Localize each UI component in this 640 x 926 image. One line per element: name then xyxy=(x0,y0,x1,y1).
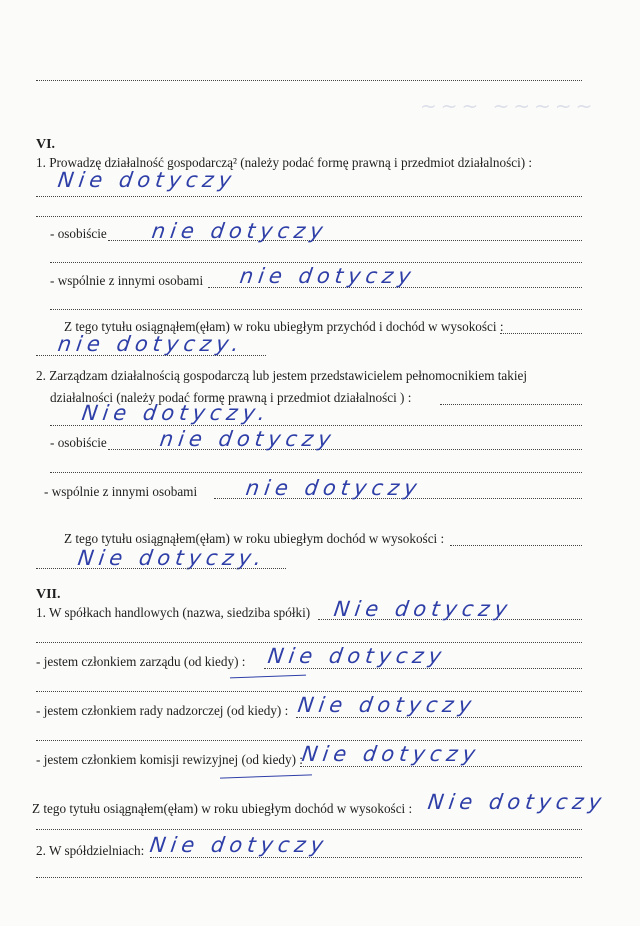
income-statement: Z tego tytułu osiągnąłem(ęłam) w roku ubiegłym dochód w wysokości : xyxy=(64,531,445,546)
blank-line xyxy=(50,425,582,426)
blank-line xyxy=(50,309,582,310)
blank-line xyxy=(36,568,286,569)
blank-line xyxy=(36,196,582,197)
blank-line xyxy=(500,333,582,334)
handwritten-answer: Nie dotyczy xyxy=(300,742,482,766)
handwritten-answer: Nie dotyczy xyxy=(266,644,448,668)
section-heading-vii: VII. xyxy=(36,587,61,602)
blank-line xyxy=(36,642,582,643)
blank-line xyxy=(36,829,582,830)
handwritten-answer: nie dotyczy. xyxy=(56,332,246,356)
blank-line xyxy=(36,80,582,81)
income-statement: Z tego tytułu osiągnąłem(ęłam) w roku ubiegłym przychód i dochód w wysokości : xyxy=(64,319,504,334)
blank-line xyxy=(300,766,582,767)
zarzad-label: - jestem członkiem zarządu (od kiedy) : xyxy=(36,654,246,669)
blank-line xyxy=(150,857,582,858)
section-vi-item-2: 2. Zarządzam działalnością gospodarczą lub jestem przedstawicielem pełnomocnikiem takiej xyxy=(36,368,528,383)
handwritten-answer: nie dotyczy xyxy=(158,427,338,451)
komisja-label: - jestem członkiem komisji rewizyjnej (od kiedy) : xyxy=(36,752,303,767)
blank-line xyxy=(36,740,582,741)
ink-underline xyxy=(230,675,306,679)
blank-line xyxy=(36,216,582,217)
handwritten-answer: Nie dotyczy. xyxy=(80,401,272,425)
rada-label: - jestem członkiem rady nadzorczej (od kiedy) : xyxy=(36,703,289,718)
section-vii-item-1: 1. W spółkach handlowych (nazwa, siedziba spółki) xyxy=(36,605,311,620)
blank-line xyxy=(50,262,582,263)
handwritten-answer: Nie dotyczy xyxy=(332,597,514,621)
handwritten-answer: nie dotyczy xyxy=(150,219,330,243)
wspolnie-label: - wspólnie z innymi osobami xyxy=(50,273,204,288)
handwritten-answer: Nie dotyczy xyxy=(148,833,330,857)
osobiscie-label: - osobiście xyxy=(50,226,107,241)
section-vi-item-2-cont: działalności (należy podać formę prawną i przedmiot działalności ) : xyxy=(50,390,412,405)
blank-line xyxy=(296,717,582,718)
section-heading-vi: VI. xyxy=(36,137,56,152)
ink-underline xyxy=(220,774,312,778)
handwritten-answer: Nie dotyczy xyxy=(296,693,478,717)
blank-line xyxy=(36,691,582,692)
show-through: ~~~ ~~~~~ xyxy=(420,94,597,118)
income-statement: Z tego tytułu osiągnąłem(ęłam) w roku ubiegłym dochód w wysokości : xyxy=(32,801,413,816)
handwritten-answer: nie dotyczy xyxy=(238,264,418,288)
osobiscie-label: - osobiście xyxy=(50,435,107,450)
handwritten-answer: Nie dotyczy xyxy=(426,790,608,814)
blank-line xyxy=(36,355,266,356)
blank-line xyxy=(440,404,582,405)
blank-line xyxy=(36,877,582,878)
blank-line xyxy=(450,545,582,546)
section-vii-item-2: 2. W spółdzielniach: xyxy=(36,843,145,858)
handwritten-answer: nie dotyczy xyxy=(244,476,424,500)
handwritten-answer: Nie dotyczy xyxy=(56,168,238,192)
section-vi-item-1: 1. Prowadzę działalność gospodarczą² (należy podać formę prawną i przedmiot działalności) : xyxy=(36,155,533,170)
blank-line xyxy=(264,668,582,669)
handwritten-answer: Nie dotyczy. xyxy=(76,546,268,570)
blank-line xyxy=(50,472,582,473)
wspolnie-label: - wspólnie z innymi osobami xyxy=(44,484,198,499)
